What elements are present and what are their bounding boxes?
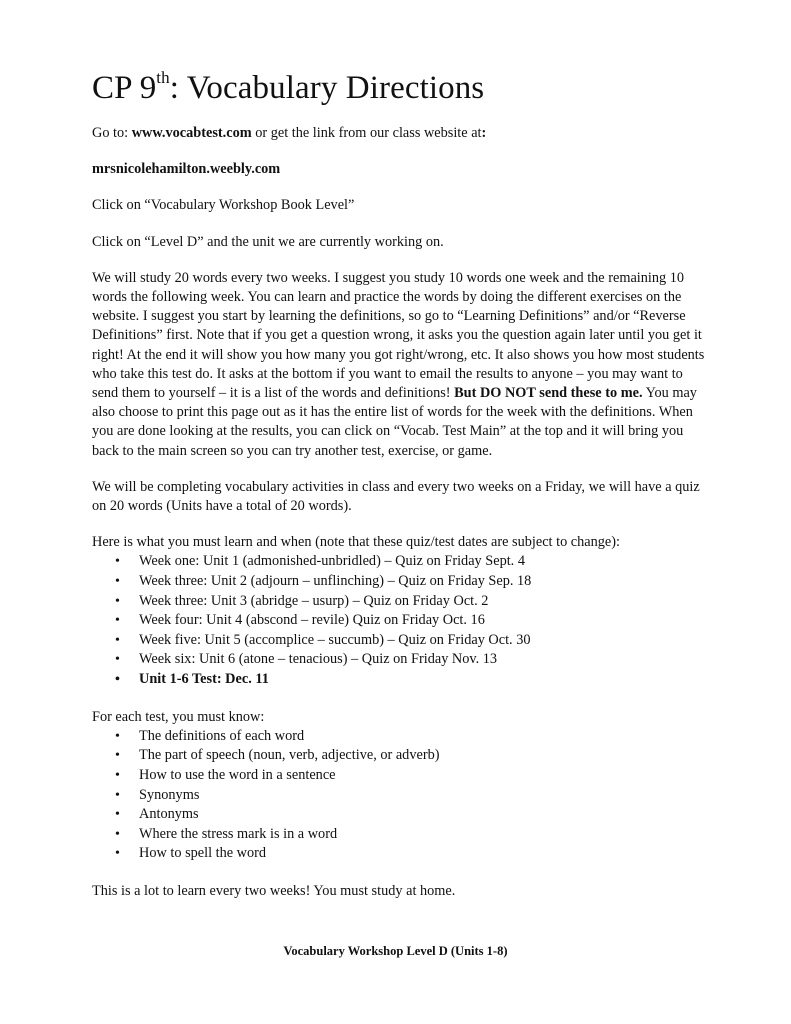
goto-middle: or get the link from our class website at: [251, 125, 482, 141]
vocabtest-link[interactable]: www.vocabtest.com: [131, 125, 252, 141]
schedule-item: • Week one: Unit 1 (admonished-unbridled) – Quiz on Friday Sept. 4: [139, 552, 707, 572]
goto-prefix: Go to:: [92, 125, 132, 141]
class-website-link[interactable]: mrsnicolehamilton.weebly.com: [92, 161, 281, 178]
page-title: [92, 62, 707, 114]
schedule-item: • Week five: Unit 5 (accomplice – succumb) – Quiz on Friday Oct. 30: [139, 631, 707, 651]
goto-colon: :: [481, 125, 487, 141]
quiz-paragraph: We will be completing vocabulary activities in class and every two weeks on a Friday, we will have a quiz on 20 words (Units have a total of 20 words).: [92, 478, 700, 515]
study-instructions-paragraph: [92, 269, 707, 461]
schedule-item: • Week three: Unit 2 (adjourn – unflinching) – Quiz on Friday Sep. 18: [139, 572, 707, 592]
requirements-list: [92, 727, 707, 864]
requirement-item: • How to spell the word: [139, 844, 707, 864]
schedule-list: [92, 552, 707, 689]
title-rest: : Vocabulary Directions: [169, 70, 485, 106]
schedule-item: • Week six: Unit 6 (atone – tenacious) – Quiz on Friday Nov. 13: [139, 650, 707, 670]
document-page: [92, 62, 707, 901]
page-footer: Vocabulary Workshop Level D (Units 1-8): [283, 944, 508, 958]
requirements-intro: For each test, you must know:: [92, 708, 265, 725]
study-paragraph-part1: We will study 20 words every two weeks. I suggest you study 10 words one week and the remaining 10 words the following week. You can learn and practice the words by doing the different exercises on the website. I suggest you start by learning the definitions, so go to “Learning Definitions” and/or “Reverse Definitions” first. Note that if you get a question wrong, it asks you the question again later until you get it right! At the end it will show you how many you got right/wrong, etc. It also shows you how most students who take this test do. It asks at the bottom if you want to email the results to anyone – you may want to send them to yourself – it is a list of the words and definitions!: [92, 269, 705, 402]
requirement-item: • How to use the word in a sentence: [139, 766, 707, 786]
closing-statement: This is a lot to learn every two weeks! You must study at home.: [92, 882, 456, 899]
title-superscript: th: [156, 68, 170, 87]
title-main: CP 9: [92, 70, 157, 106]
click-level-d-instruction: Click on “Level D” and the unit we are currently working on.: [92, 233, 444, 250]
study-paragraph-part2: You may also choose to print this page out as it has the entire list of words for the week with the definitions. When you are done looking at the results, you can click on “Vocab. Test Main” at the top and it will bring you back to the main screen so you can try another test, exercise, or game.: [92, 385, 697, 459]
click-book-level-instruction: Click on “Vocabulary Workshop Book Level”: [92, 197, 355, 214]
schedule-item: • Week four: Unit 4 (abscond – revile) Quiz on Friday Oct. 16: [139, 611, 707, 631]
final-test-item: • Unit 1-6 Test: Dec. 11: [139, 670, 707, 690]
requirement-item: • The part of speech (noun, verb, adjective, or adverb): [139, 746, 707, 766]
schedule-item: • Week three: Unit 3 (abridge – usurp) – Quiz on Friday Oct. 2: [139, 592, 707, 612]
goto-line: [92, 124, 707, 143]
requirement-item: • Where the stress mark is in a word: [139, 825, 707, 845]
requirement-item: • The definitions of each word: [139, 727, 707, 747]
do-not-send-warning: But DO NOT send these to me.: [454, 385, 643, 402]
schedule-intro: Here is what you must learn and when (note that these quiz/test dates are subject to change):: [92, 534, 621, 551]
requirement-item: • Synonyms: [139, 786, 707, 806]
requirement-item: • Antonyms: [139, 805, 707, 825]
